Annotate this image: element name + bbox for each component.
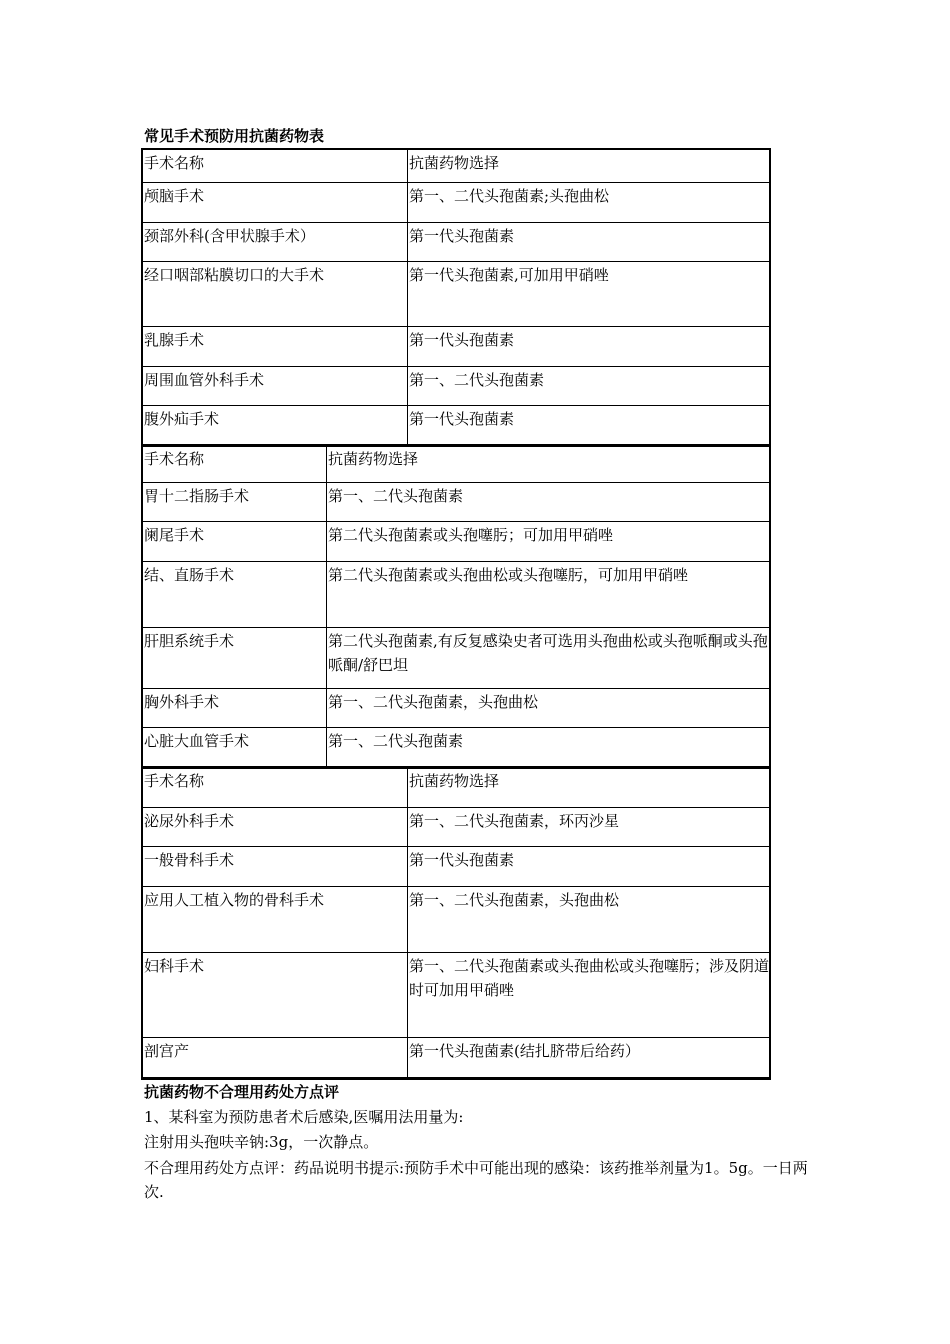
surgery-name-cell: 心脏大血管手术	[143, 728, 327, 767]
paragraph-2: 注射用头孢呋辛钠:3g，一次静点。	[144, 1133, 379, 1151]
antibiotic-cell: 第一、二代头孢菌素	[327, 728, 771, 767]
table-row	[143, 406, 771, 446]
table-header-row	[143, 446, 771, 483]
table-row	[143, 183, 771, 223]
surgery-name-cell: 周围血管外科手术	[143, 367, 408, 406]
surgery-name-cell: 妇科手术	[143, 953, 408, 1038]
table-row	[143, 808, 771, 847]
antibiotic-cell: 第一代头孢菌素	[408, 847, 771, 887]
surgery-name-cell: 乳腺手术	[143, 327, 408, 367]
paragraph-1: 1、某科室为预防患者术后感染,医嘱用法用量为:	[144, 1108, 464, 1126]
table-row	[143, 689, 771, 728]
table-title: 常见手术预防用抗菌药物表	[144, 127, 325, 145]
header-antibiotic-choice: 抗菌药物选择	[408, 768, 771, 808]
surgery-name-cell: 经口咽部粘膜切口的大手术	[143, 262, 408, 327]
antibiotic-cell: 第一代头孢菌素	[408, 406, 771, 446]
antibiotic-cell: 第一、二代头孢菌素或头孢曲松或头孢噻肟；涉及阴道时可加用甲硝唑	[408, 953, 771, 1038]
surgery-name-cell: 一般骨科手术	[143, 847, 408, 887]
header-surgery-name: 手术名称	[143, 768, 408, 808]
surgery-name-cell: 腹外疝手术	[143, 406, 408, 446]
surgery-name-cell: 颅脑手术	[143, 183, 408, 223]
antibiotic-cell: 第一代头孢菌素	[408, 223, 771, 262]
surgery-name-cell: 泌尿外科手术	[143, 808, 408, 847]
table-row	[143, 628, 771, 689]
table-row	[143, 953, 771, 1038]
antibiotic-table-1	[142, 149, 771, 446]
antibiotic-cell: 第一、二代头孢菌素;头孢曲松	[408, 183, 771, 223]
antibiotic-cell: 第一代头孢菌素	[408, 327, 771, 367]
table-row	[143, 327, 771, 367]
header-surgery-name: 手术名称	[143, 150, 408, 183]
table-row	[143, 367, 771, 406]
surgery-name-cell: 应用人工植入物的骨科手术	[143, 887, 408, 953]
antibiotic-cell: 第一代头孢菌素(结扎脐带后给药）	[408, 1038, 771, 1078]
table-header-row	[143, 768, 771, 808]
table-row	[143, 1038, 771, 1078]
table-row	[143, 223, 771, 262]
table-row	[143, 262, 771, 327]
antibiotic-cell: 第一、二代头孢菌素，头孢曲松	[327, 689, 771, 728]
header-antibiotic-choice: 抗菌药物选择	[408, 150, 771, 183]
surgery-name-cell: 肝胆系统手术	[143, 628, 327, 689]
surgery-name-cell: 剖宫产	[143, 1038, 408, 1078]
header-antibiotic-choice: 抗菌药物选择	[327, 446, 771, 483]
table-row	[143, 562, 771, 628]
antibiotic-cell: 第一、二代头孢菌素	[327, 483, 771, 522]
table-row	[143, 887, 771, 953]
antibiotic-cell: 第二代头孢菌素或头孢噻肟；可加用甲硝唑	[327, 522, 771, 562]
antibiotic-table-2	[142, 445, 771, 767]
surgery-name-cell: 结、直肠手术	[143, 562, 327, 628]
antibiotic-cell: 第一、二代头孢菌素，头孢曲松	[408, 887, 771, 953]
table-row	[143, 483, 771, 522]
table-row	[143, 728, 771, 767]
surgery-name-cell: 胸外科手术	[143, 689, 327, 728]
header-surgery-name: 手术名称	[143, 446, 327, 483]
section-title: 抗菌药物不合理用药处方点评	[144, 1083, 340, 1101]
antibiotic-cell: 第二代头孢菌素,有反复感染史者可选用头孢曲松或头孢哌酮或头孢哌酮/舒巴坦	[327, 628, 771, 689]
antibiotic-table-3	[142, 767, 771, 1078]
table-row	[143, 522, 771, 562]
surgery-name-cell: 胃十二指肠手术	[143, 483, 327, 522]
antibiotic-cell: 第二代头孢菌素或头孢曲松或头孢噻肟，可加用甲硝唑	[327, 562, 771, 628]
table-header-row	[143, 150, 771, 183]
surgery-name-cell: 阑尾手术	[143, 522, 327, 562]
antibiotic-cell: 第一代头孢菌素,可加用甲硝唑	[408, 262, 771, 327]
paragraph-3: 不合理用药处方点评：药品说明书提示:预防手术中可能出现的感染：该药推举剂量为1。5g。一日两次.	[144, 1159, 808, 1201]
surgery-name-cell: 颈部外科(含甲状腺手术）	[143, 223, 408, 262]
antibiotic-cell: 第一、二代头孢菌素，环丙沙星	[408, 808, 771, 847]
table-row	[143, 847, 771, 887]
antibiotic-cell: 第一、二代头孢菌素	[408, 367, 771, 406]
